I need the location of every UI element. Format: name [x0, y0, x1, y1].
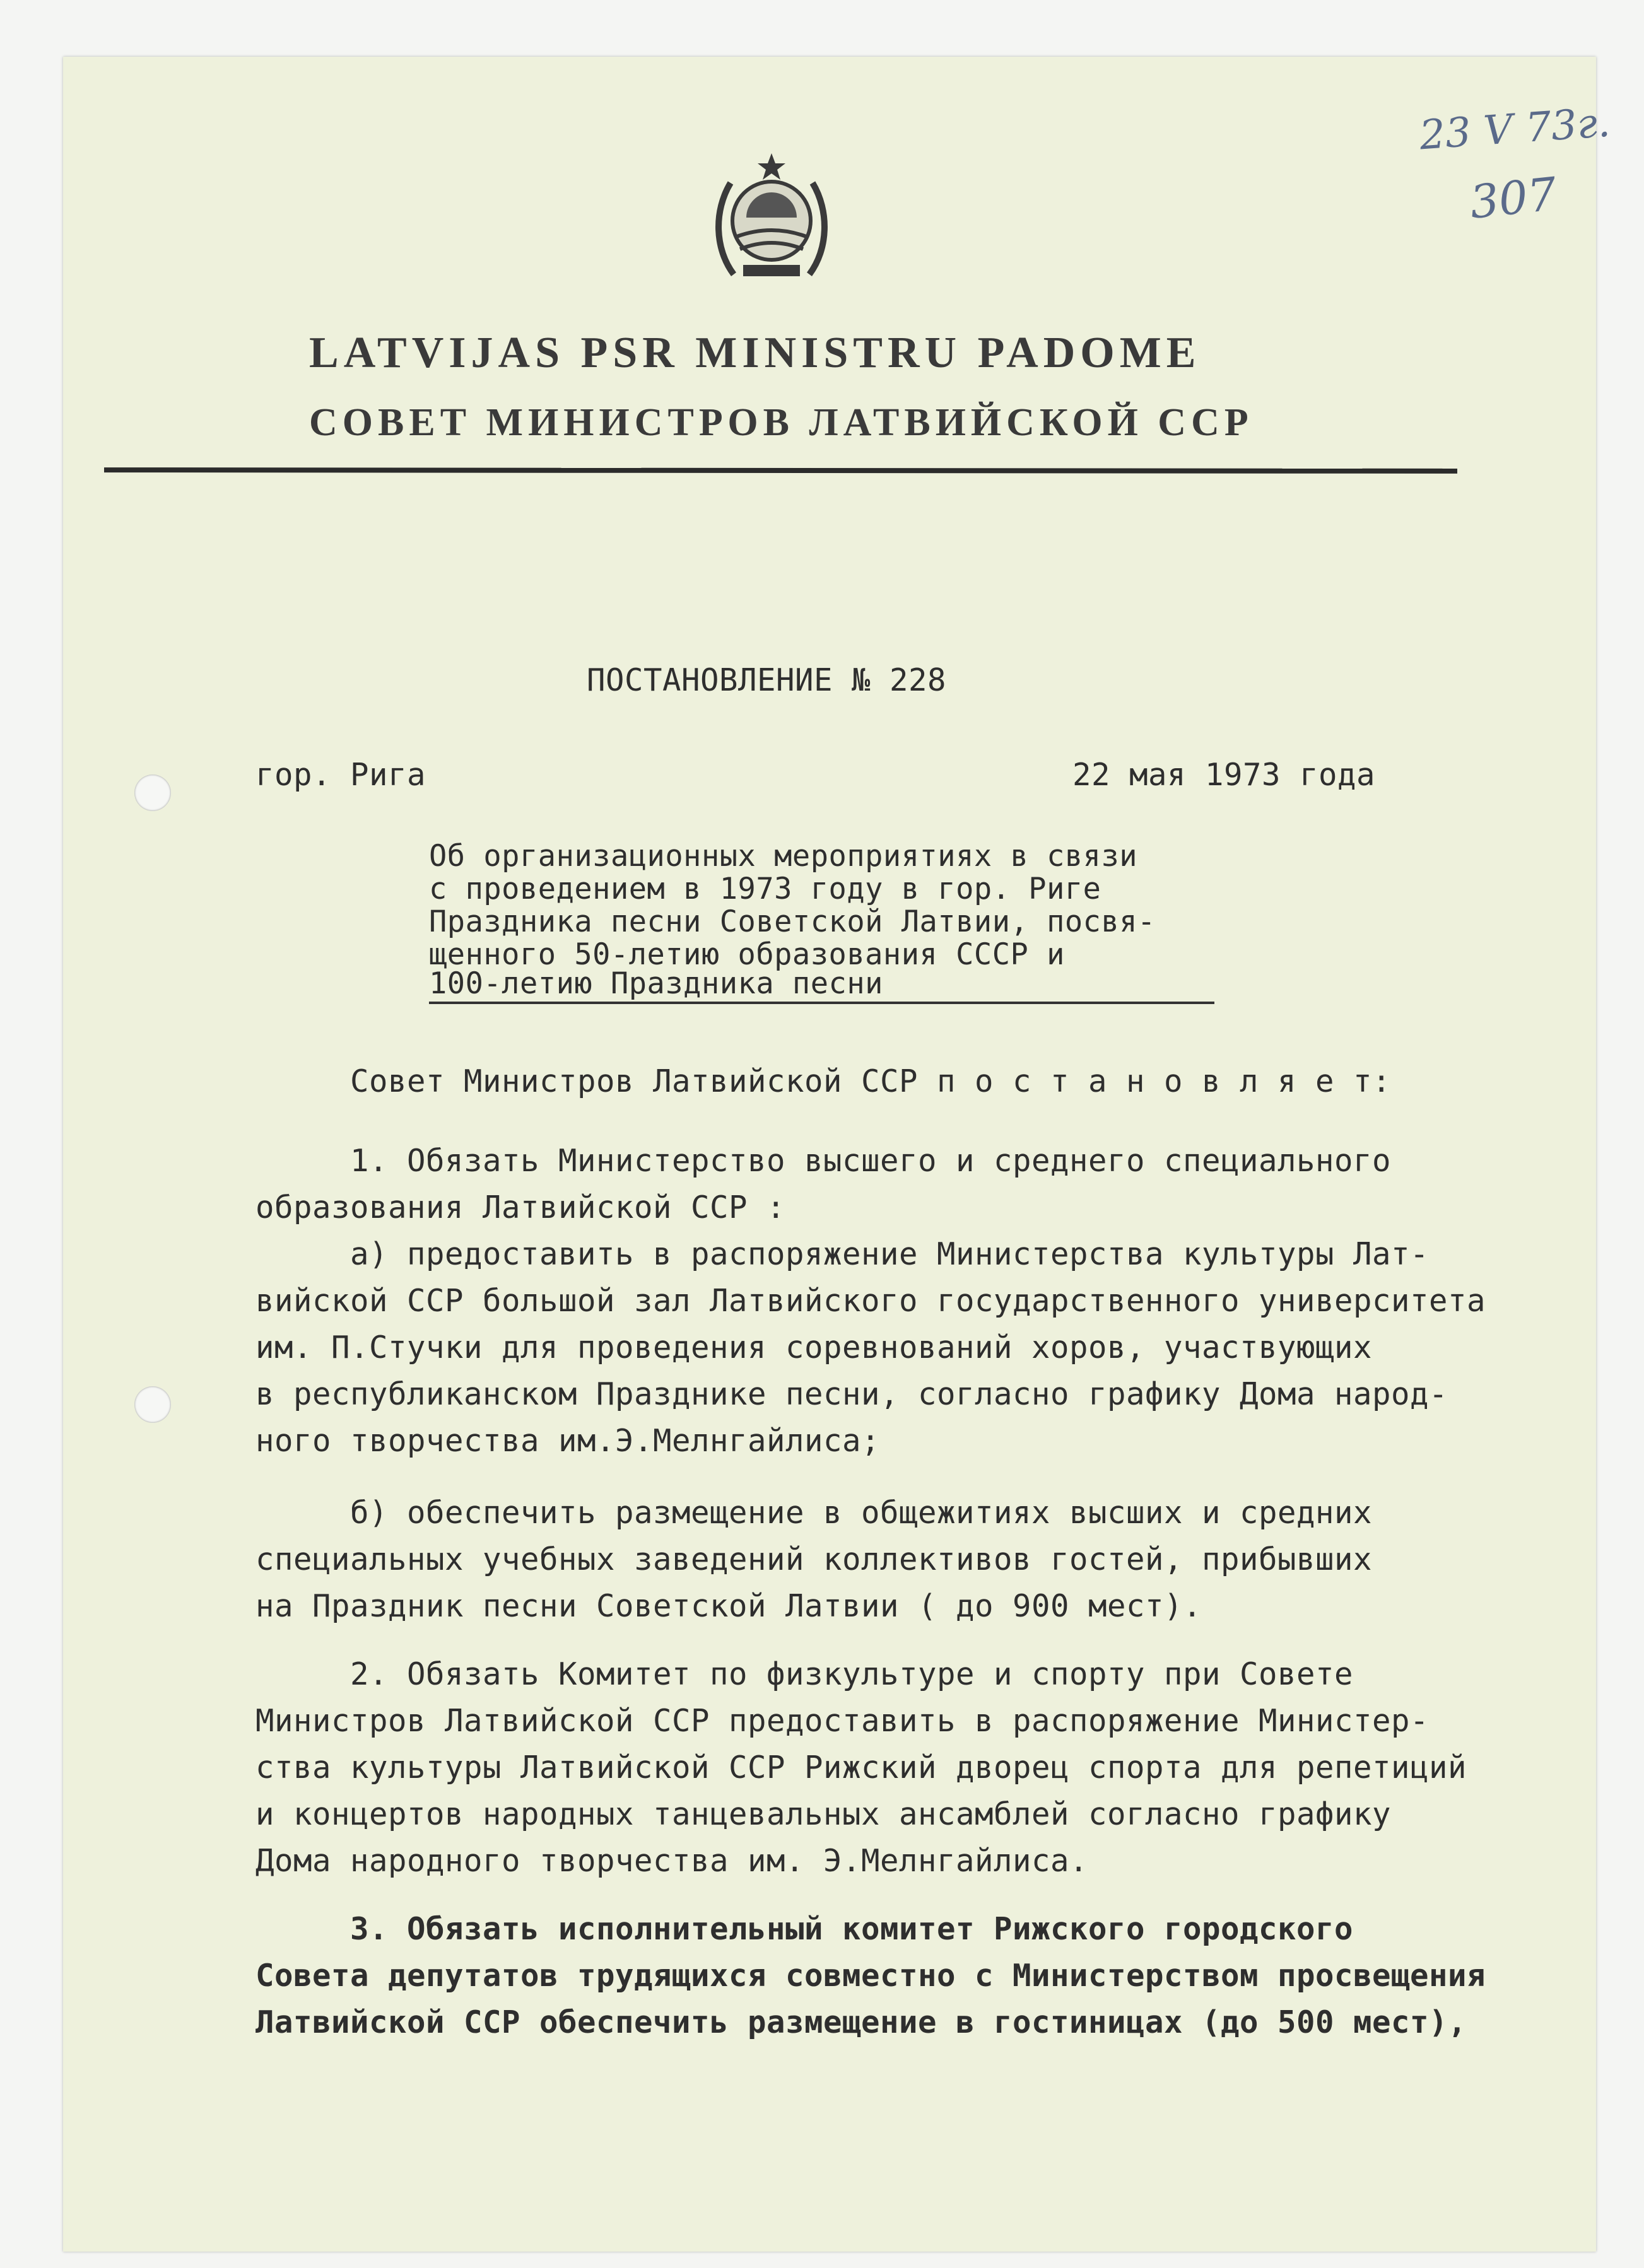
subject-line: щенного 50-летию образования СССР и [429, 937, 1065, 972]
subject-line: с проведением в 1973 году в гор. Риге [429, 872, 1101, 906]
body-line: в республиканском Празднике песни, согласно графику Дома народ- [255, 1376, 1448, 1412]
body-line: образования Латвийской ССР : [255, 1190, 786, 1225]
body-line: ства культуры Латвийской ССР Рижский дворец спорта для репетиций [255, 1750, 1467, 1786]
document-heading: ПОСТАНОВЛЕНИЕ № 228 [587, 662, 947, 698]
body-line: Совета депутатов трудящихся совместно с Министерством просвещения [255, 1958, 1486, 1994]
subject-line: 100-летию Праздника песни [429, 966, 883, 1001]
punch-hole-bottom [134, 1386, 171, 1423]
body-line: и концертов народных танцевальных ансамблей согласно графику [255, 1796, 1392, 1832]
header-title-russian: СОВЕТ МИНИСТРОВ ЛАТВИЙСКОЙ ССР [309, 401, 1254, 444]
body-line: 1. Обязать Министерство высшего и среднего специального [350, 1143, 1392, 1179]
body-line: Латвийской ССР обеспечить размещение в гостиницах (до 500 мест), [255, 2004, 1467, 2040]
subject-line: Праздника песни Советской Латвии, посвя- [429, 904, 1156, 939]
punch-hole-top [134, 775, 171, 811]
body-line: 2. Обязать Комитет по физкультуре и спорту при Совете [350, 1656, 1354, 1692]
body-line: вийской ССР большой зал Латвийского государственного университета [255, 1283, 1486, 1319]
coat-of-arms-emblem [708, 148, 835, 287]
body-line: ного творчества им.Э.Мелнгайлиса; [255, 1423, 881, 1459]
body-line: на Праздник песни Советской Латвии ( до 900 мест). [255, 1588, 1202, 1624]
body-line: им. П.Стучки для проведения соревнований хоров, участвующих [255, 1330, 1373, 1365]
body-line: специальных учебных заведений коллективов гостей, прибывших [255, 1541, 1373, 1577]
handwritten-date-mark: 23 V 73г. [1418, 99, 1612, 160]
body-line: Министров Латвийской ССР предоставить в распоряжение Министер- [255, 1703, 1430, 1739]
document-date: 22 мая 1973 года [1072, 757, 1376, 793]
body-line: 3. Обязать исполнительный комитет Рижского городского [350, 1911, 1354, 1947]
body-line: а) предоставить в распоряжение Министерства культуры Лат- [350, 1236, 1430, 1272]
subject-line: Об организационных мероприятиях в связи [429, 839, 1138, 874]
document-place: гор. Рига [255, 757, 426, 793]
body-line: б) обеспечить размещение в общежитиях высших и средних [350, 1495, 1373, 1531]
subject-underline [429, 1002, 1214, 1004]
body-line: Дома народного творчества им. Э.Мелнгайлиса. [255, 1843, 1089, 1879]
handwritten-number-mark: 307 [1467, 167, 1559, 229]
preamble: Совет Министров Латвийской ССР п о с т а н о в л я е т: [350, 1063, 1392, 1099]
header-title-latvian: LATVIJAS PSR MINISTRU PADOME [309, 329, 1201, 377]
